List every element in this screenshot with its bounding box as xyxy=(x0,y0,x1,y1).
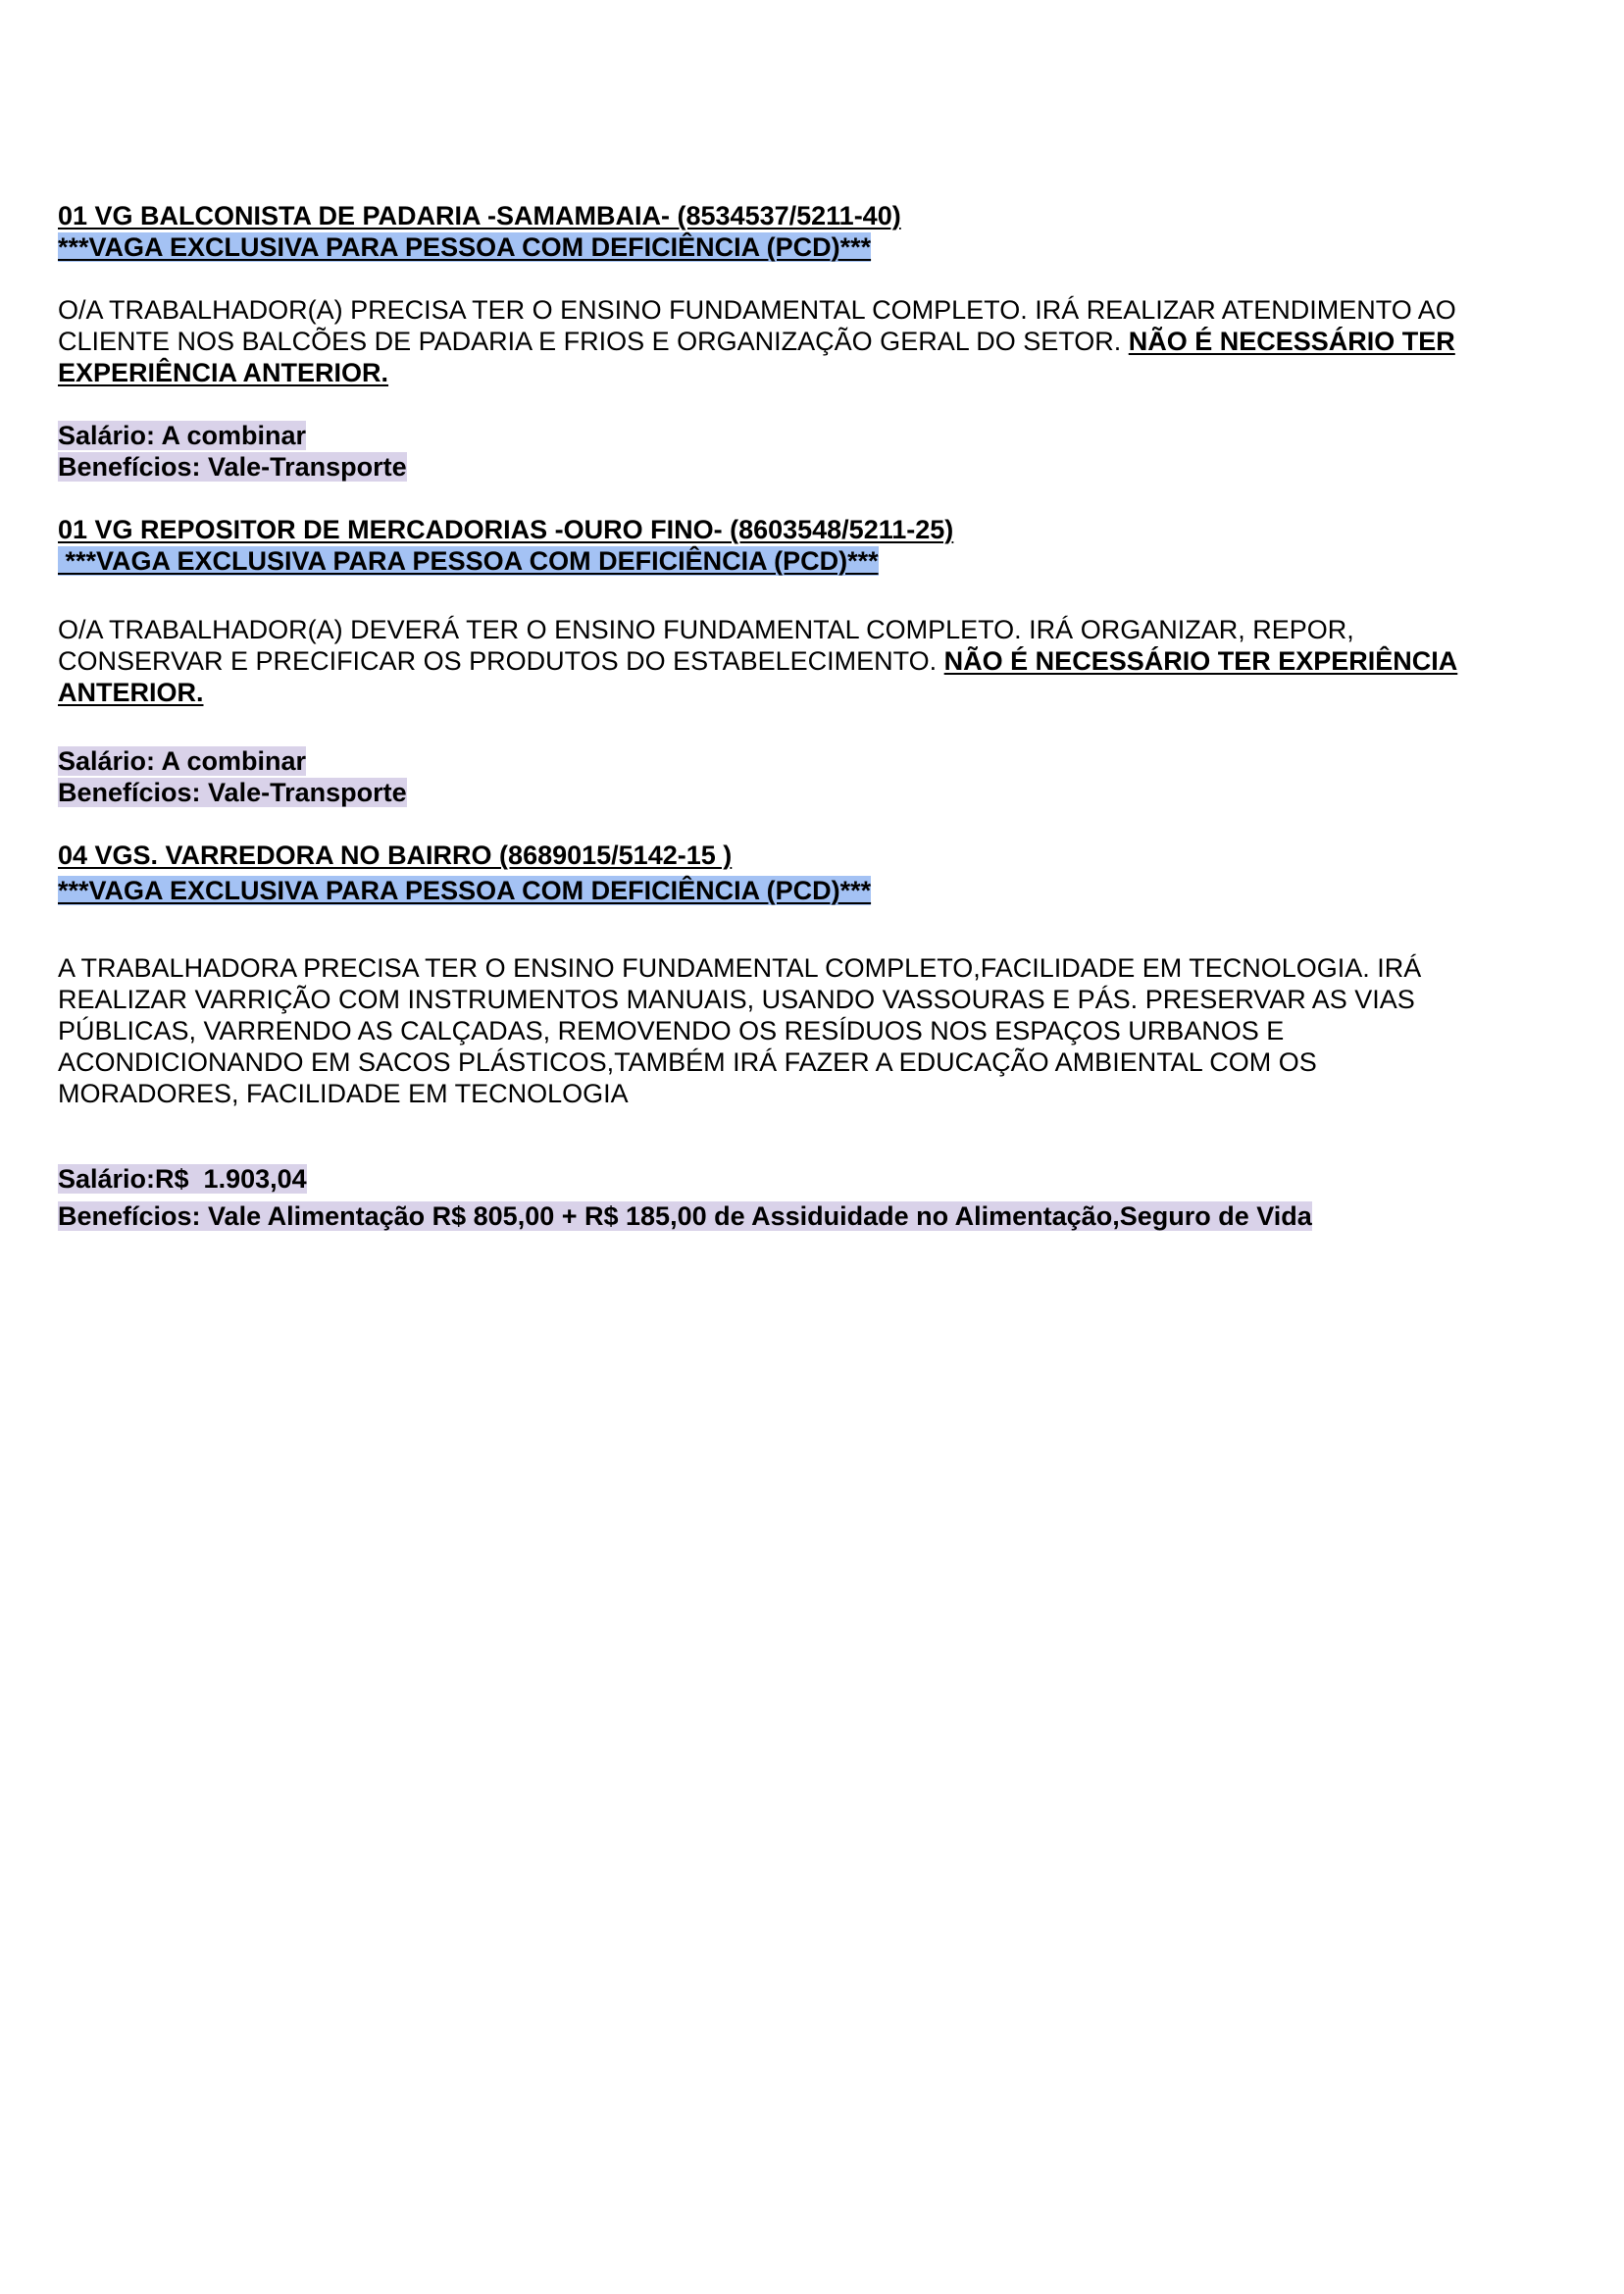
pcd-notice: ***VAGA EXCLUSIVA PARA PESSOA COM DEFICIÊNCIA (PCD)*** xyxy=(58,546,879,576)
pcd-notice: ***VAGA EXCLUSIVA PARA PESSOA COM DEFICIÊNCIA (PCD)*** xyxy=(58,876,872,905)
no-experience-notice-cont: ANTERIOR. xyxy=(58,678,204,707)
pcd-notice: ***VAGA EXCLUSIVA PARA PESSOA COM DEFICIÊNCIA (PCD)*** xyxy=(58,232,872,262)
job-description: O/A TRABALHADOR(A) PRECISA TER O ENSINO FUNDAMENTAL COMPLETO. IRÁ REALIZAR ATENDIMENTO AO CLIENTE NOS BALCÕES DE PADARIA E FRIOS E ORGANIZAÇÃO GERAL DO SETOR. NÃO É NECESSÁRIO TER EXPERIÊNCIA ANTERIOR. xyxy=(58,295,1456,387)
job-description: A TRABALHADORA PRECISA TER O ENSINO FUNDAMENTAL COMPLETO,FACILIDADE EM TECNOLOGIA. IRÁ REALIZAR VARRIÇÃO COM INSTRUMENTOS MANUAIS, USANDO VASSOURAS E PÁS. PRESERVAR AS VIAS PÚBLICAS, VARRENDO AS CALÇADAS, REMOVENDO OS RESÍDUOS NOS ESPAÇOS URBANOS E ACONDICIONANDO EM SACOS PLÁSTICOS,TAMBÉM IRÁ FAZER A EDUCAÇÃO AMBIENTAL COM OS MORADORES, FACILIDADE EM TECNOLOGIA xyxy=(58,953,1422,1108)
salary-label: Salário: A combinar xyxy=(58,746,307,776)
benefits-label: Benefícios: Vale-Transporte xyxy=(58,778,407,807)
no-experience-notice-cont: EXPERIÊNCIA ANTERIOR. xyxy=(58,358,389,387)
job-listing-3 xyxy=(58,840,1529,1235)
job-title: 01 VG BALCONISTA DE PADARIA -SAMAMBAIA- (8534537/5211-40) xyxy=(58,201,901,230)
job-title: 01 VG REPOSITOR DE MERCADORIAS -OURO FINO- (8603548/5211-25) xyxy=(58,515,954,544)
job-title: 04 VGS. VARREDORA NO BAIRRO (8689015/5142-15 ) xyxy=(58,841,733,870)
benefits-label: Benefícios: Vale-Transporte xyxy=(58,452,407,482)
no-experience-notice: NÃO É NECESSÁRIO TER EXPERIÊNCIA xyxy=(943,646,1458,676)
job-listing-2 xyxy=(58,514,1529,808)
job-description: O/A TRABALHADOR(A) DEVERÁ TER O ENSINO FUNDAMENTAL COMPLETO. IRÁ ORGANIZAR, REPOR, CONSERVAR E PRECIFICAR OS PRODUTOS DO ESTABELECIMENTO. NÃO É NECESSÁRIO TER EXPERIÊNCIA ANTERIOR. xyxy=(58,615,1458,707)
benefits-label: Benefícios: Vale Alimentação R$ 805,00 + R$ 185,00 de Assiduidade no Alimentação,Seguro de Vida xyxy=(58,1201,1312,1231)
no-experience-notice: NÃO É NECESSÁRIO TER xyxy=(1128,327,1455,356)
salary-label: Salário: A combinar xyxy=(58,421,307,450)
salary-label: Salário:R$ 1.903,04 xyxy=(58,1164,307,1194)
job-listing-1 xyxy=(58,200,1529,483)
document-page xyxy=(58,200,1529,1235)
